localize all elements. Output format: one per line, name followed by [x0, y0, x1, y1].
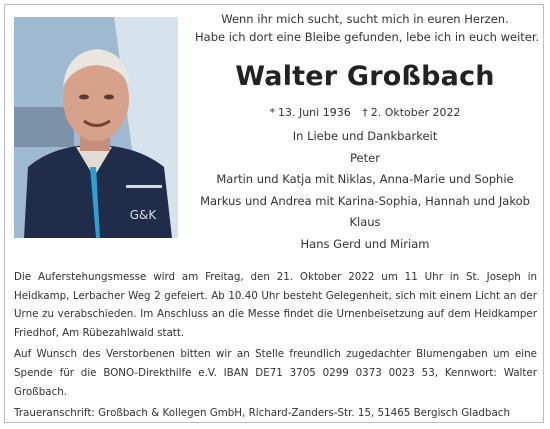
service-paragraph: Die Auferstehungsmesse wird am Freitag, den 21. Oktober 2022 um 11 Uhr in St. Joseph in Heidkamp, Lerbacher Weg 2 gefeiert. Ab 10.40 Uhr besteht Gelegenheit, sich mit einem Licht an der Urne zu verabschieden. Im Anschluss an die Messe findet die Urnenbeisetzung auf dem Heidkamper Friedhof, Am Rübezahlwald statt. — [14, 271, 537, 339]
photo-badge-text: G&K — [129, 208, 157, 222]
birth-symbol: * — [269, 106, 275, 119]
verse-line-2: Habe ich dort eine Bleibe gefunden, lebe ich in euch weiter. — [195, 30, 540, 44]
portrait-photo — [14, 17, 178, 238]
life-dates — [195, 106, 535, 119]
mourner-line: Martin und Katja mit Niklas, Anna-Marie und Sophie — [216, 172, 514, 186]
mourner-line: Hans Gerd und Miriam — [300, 236, 430, 251]
notice-text — [14, 268, 537, 426]
address-paragraph: Traueranschrift: Großbach & Kollegen GmbH, Richard-Zanders-Str. 15, 51465 Bergisch Gladbach — [14, 407, 510, 420]
deceased-name: Walter Großbach — [235, 61, 495, 92]
mourners-list — [195, 126, 535, 255]
mourner-line: Klaus — [349, 215, 381, 229]
verse — [195, 10, 540, 46]
donation-paragraph: Auf Wunsch des Verstorbenen bitten wir an Stelle freundlich zugedachter Blumengaben um eine Spende für die BONO-Direkthilfe e.V. IBAN DE71 3705 0299 0373 0023 53, Kennwort: Walter Großbach. — [14, 348, 537, 398]
mourner-line: Markus und Andrea mit Karina-Sophia, Hannah und Jakob — [200, 193, 530, 208]
verse-line-1: Wenn ihr mich sucht, sucht mich in euren Herzen. — [221, 12, 509, 26]
death-date: † 2. Oktober 2022 — [362, 106, 461, 119]
portrait-illustration — [14, 17, 178, 238]
dedication-line: In Liebe und Dankbarkeit — [292, 129, 438, 143]
mourner-line: Peter — [350, 150, 380, 165]
death-symbol: † — [362, 106, 368, 119]
birth-date: * 13. Juni 1936 — [269, 106, 351, 119]
